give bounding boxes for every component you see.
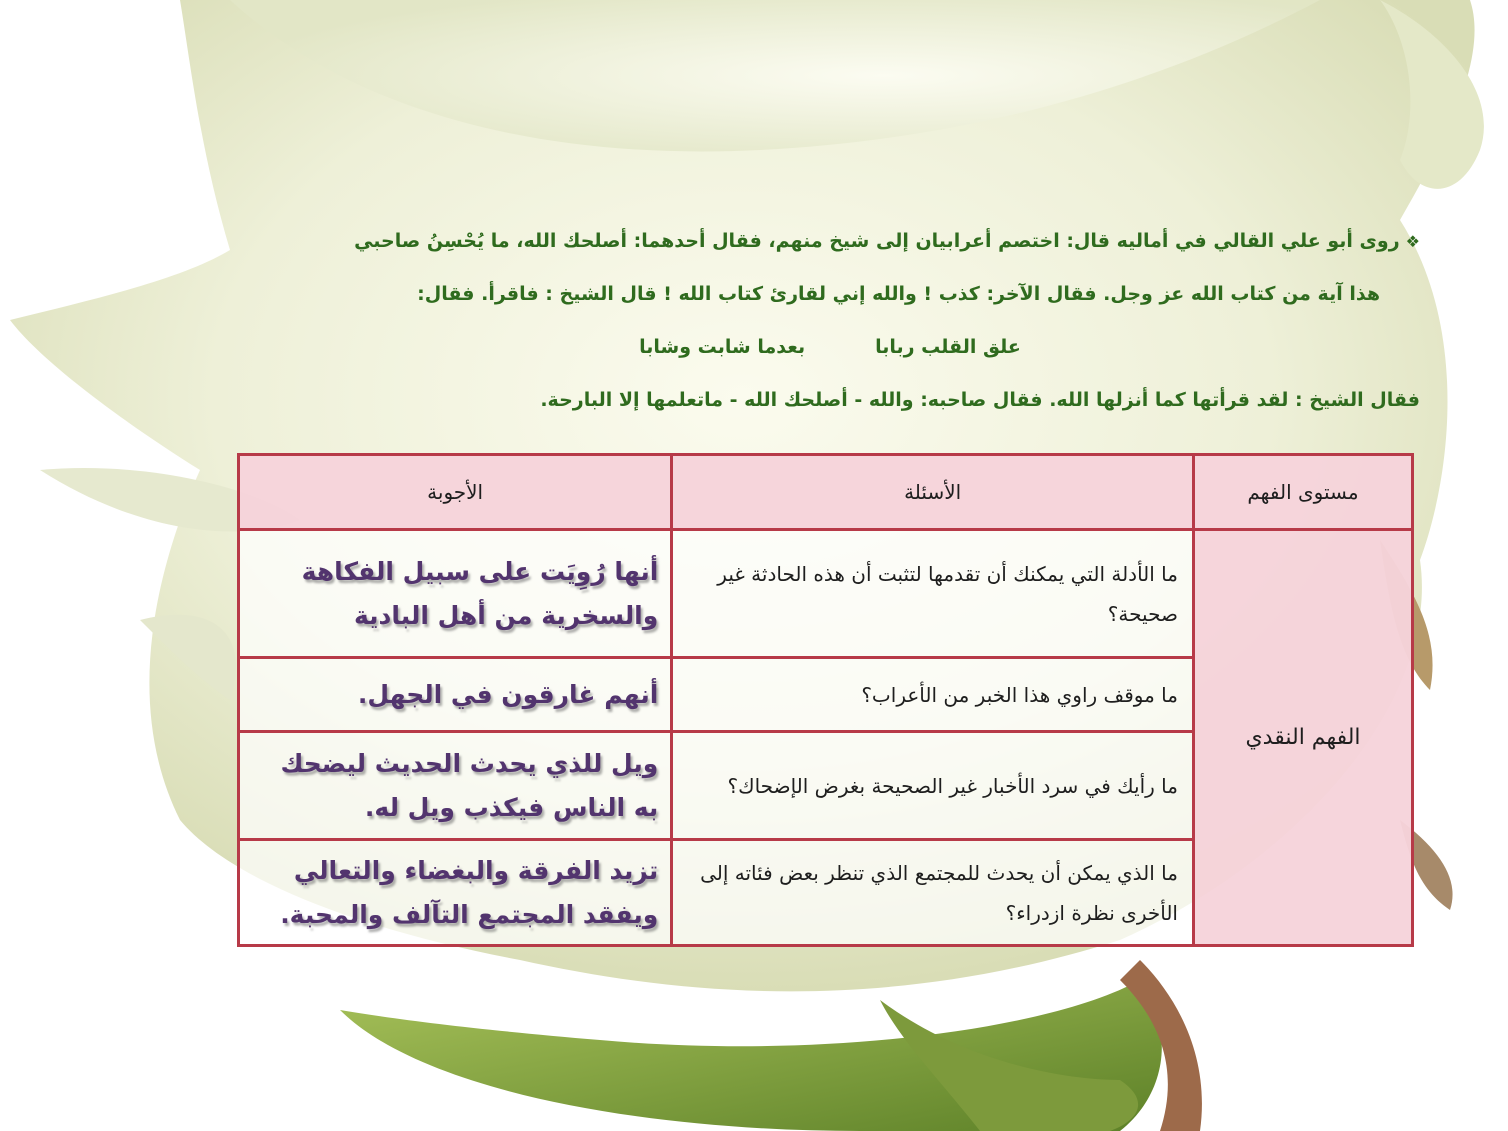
level-cell: الفهم النقدي [1193, 530, 1412, 946]
verse [330, 334, 1330, 387]
story-line-1: ❖روى أبو علي القالي في أماليه قال: اختصم أعرابيان إلى شيخ منهم، فقال أحدهما: أصلحك الله، ما يُحْسِنُ صاحبي [354, 230, 1420, 252]
header-level: مستوى الفهم [1193, 455, 1412, 530]
verse-second-hemistich: بعدما شابت وشابا [639, 336, 806, 358]
verse-first-hemistich: علق القلب ربابا [875, 336, 1021, 358]
question-cell: ما الذي يمكن أن يحدث للمجتمع الذي تنظر بعض فئاته إلى الأخرى نظرة ازدراء؟ [672, 840, 1194, 946]
comprehension-table [237, 453, 1414, 947]
answer-cell: تزيد الفرقة والبغضاء والتعالي ويفقد المجتمع التآلف والمحبة. [239, 840, 672, 946]
story-passage [225, 228, 1420, 440]
question-cell: ما الأدلة التي يمكنك أن تقدمها لتثبت أن هذه الحادثة غير صحيحة؟ [672, 530, 1194, 658]
header-answers: الأجوبة [239, 455, 672, 530]
answer-cell: ويل للذي يحدث الحديث ليضحك به الناس فيكذب ويل له. [239, 732, 672, 840]
answer-cell: أنهم غارقون في الجهل. [239, 658, 672, 732]
header-questions: الأسئلة [672, 455, 1194, 530]
question-cell: ما موقف راوي هذا الخبر من الأعراب؟ [672, 658, 1194, 732]
table-header-row [239, 455, 1413, 530]
bullet-icon: ❖ [1405, 232, 1420, 251]
story-line-2: هذا آية من كتاب الله عز وجل. فقال الآخر: كذب ! والله إني لقارئ كتاب الله ! قال الشيخ : فاقرأ. فقال: [417, 283, 1380, 305]
story-line-4: فقال الشيخ : لقد قرأتها كما أنزلها الله. فقال صاحبه: والله - أصلحك الله - ماتعلمها إلا البارحة. [540, 389, 1420, 411]
table-row [239, 530, 1413, 658]
question-cell: ما رأيك في سرد الأخبار غير الصحيحة بغرض الإضحاك؟ [672, 732, 1194, 840]
answer-cell: أنها رُوِيَت على سبيل الفكاهة والسخرية من أهل البادية [239, 530, 672, 658]
